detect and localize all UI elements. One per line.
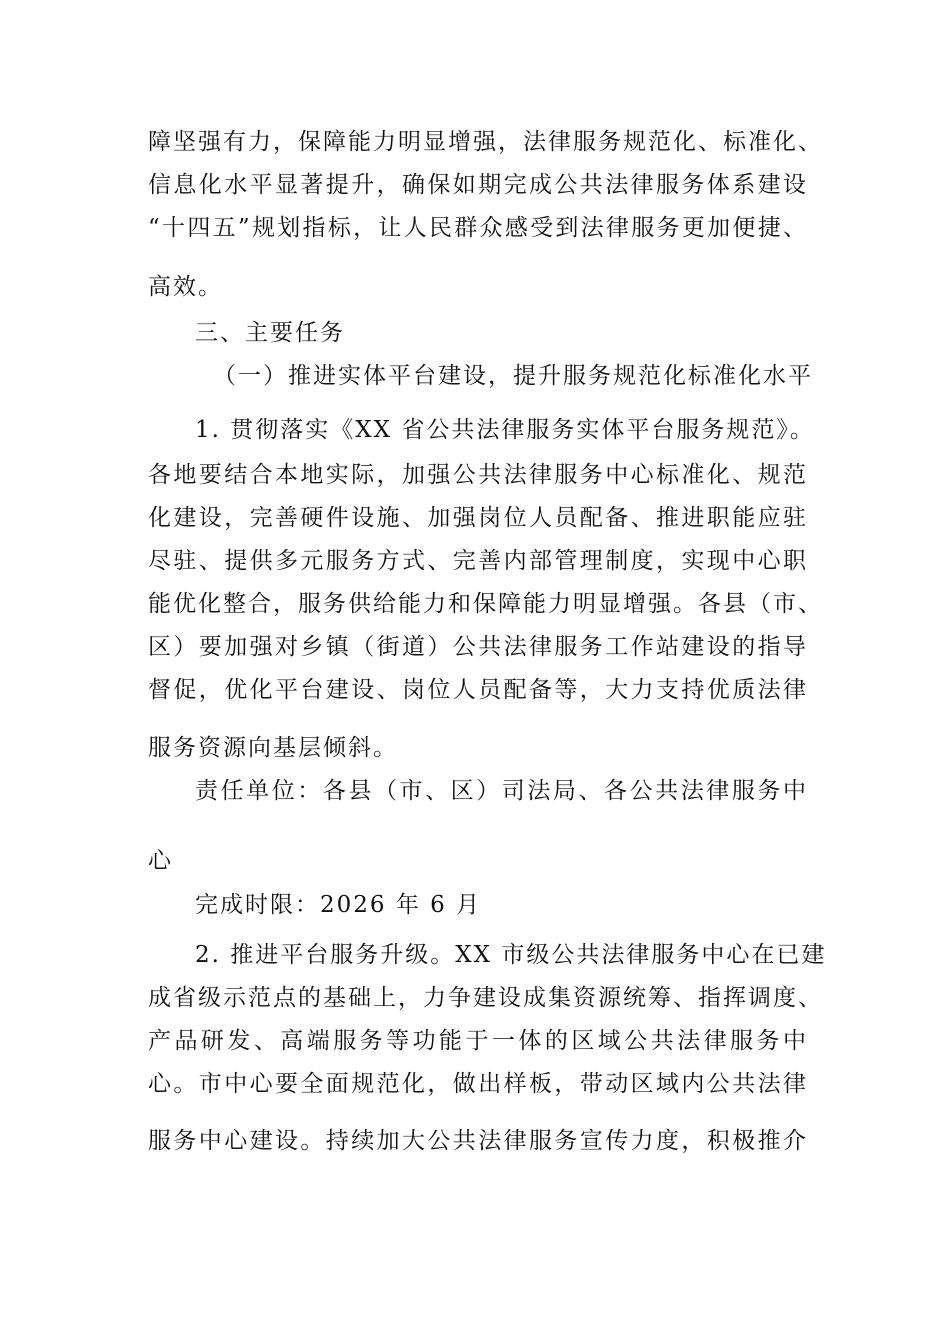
- paragraph-line: 成省级示范点的基础上，力争建设成集资源统筹、指挥调度、: [148, 985, 823, 1011]
- responsible-unit: 责任单位：各县（市、区）司法局、各公共法律服务中: [195, 778, 808, 804]
- responsible-unit-continued: 心: [148, 848, 173, 874]
- paragraph-line: 障坚强有力，保障能力明显增强，法律服务规范化、标准化、: [148, 129, 823, 155]
- paragraph-line: 区）要加强对乡镇（街道）公共法律服务工作站建设的指导: [148, 634, 808, 660]
- paragraph-line: 高效。: [148, 274, 223, 300]
- section-heading: 三、主要任务: [195, 320, 345, 346]
- paragraph-line: 化建设，完善硬件设施、加强岗位人员配备、推进职能应驻: [148, 505, 808, 531]
- paragraph-line: 尽驻、提供多元服务方式、完善内部管理制度，实现中心职: [148, 548, 808, 574]
- subsection-heading: （一）推进实体平台建设，提升服务规范化标准化水平: [213, 363, 813, 389]
- paragraph-line: 服务中心建设。持续加大公共法律服务宣传力度，积极推介: [148, 1128, 808, 1154]
- paragraph-line: 产品研发、高端服务等功能于一体的区域公共法律服务中: [148, 1028, 808, 1054]
- paragraph-line: 能优化整合，服务供给能力和保障能力明显增强。各县（市、: [148, 591, 823, 617]
- paragraph-line: 2. 推进平台服务升级。XX 市级公共法律服务中心在已建: [195, 942, 827, 968]
- paragraph-line: “十四五”规划指标，让人民群众感受到法律服务更加便捷、: [148, 215, 808, 241]
- paragraph-line: 心。市中心要全面规范化，做出样板，带动区域内公共法律: [148, 1071, 808, 1097]
- deadline: 完成时限：2026 年 6 月: [195, 892, 482, 918]
- paragraph-line: 1. 贯彻落实《XX 省公共法律服务实体平台服务规范》。: [195, 417, 815, 443]
- paragraph-line: 督促，优化平台建设、岗位人员配备等，大力支持优质法律: [148, 677, 808, 703]
- paragraph-line: 信息化水平显著提升，确保如期完成公共法律服务体系建设: [148, 172, 808, 198]
- paragraph-line: 各地要结合本地实际，加强公共法律服务中心标准化、规范: [148, 462, 808, 488]
- paragraph-line: 服务资源向基层倾斜。: [148, 735, 398, 761]
